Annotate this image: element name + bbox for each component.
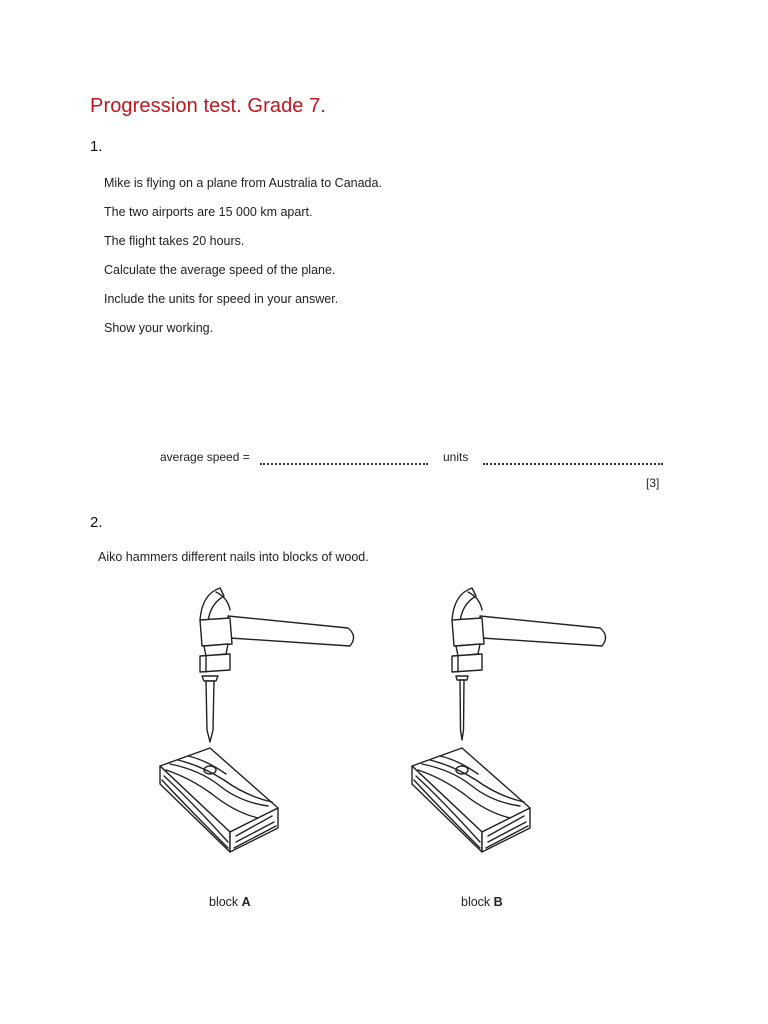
question-1-line: Calculate the average speed of the plane.: [104, 263, 336, 277]
question-1-number: 1.: [90, 138, 103, 155]
block-b-letter: B: [493, 895, 503, 909]
average-speed-answer-line[interactable]: [260, 459, 428, 465]
question-1-line: The two airports are 15 000 km apart.: [104, 205, 313, 219]
block-a-letter: A: [241, 895, 251, 909]
block-b-label: [461, 895, 503, 909]
question-2-intro: Aiko hammers different nails into blocks of wood.: [98, 550, 369, 564]
page-title: Progression test. Grade 7.: [90, 95, 327, 117]
block-word: block: [461, 895, 491, 909]
question-2-number: 2.: [90, 514, 103, 531]
block-a-label: [209, 895, 251, 909]
units-label: units: [443, 450, 469, 464]
hammer-nail-block-b-illustration: [402, 580, 622, 870]
units-answer-line[interactable]: [483, 459, 663, 465]
answer-row: [160, 450, 665, 470]
average-speed-label: average speed =: [160, 450, 250, 464]
hammer-nail-block-a-illustration: [150, 580, 370, 870]
question-1-line: Show your working.: [104, 321, 214, 335]
marks-label: [3]: [646, 476, 660, 490]
question-1-line: Include the units for speed in your answer.: [104, 292, 339, 306]
block-word: block: [209, 895, 239, 909]
question-1-line: Mike is flying on a plane from Australia to Canada.: [104, 176, 382, 190]
question-1-line: The flight takes 20 hours.: [104, 234, 245, 248]
